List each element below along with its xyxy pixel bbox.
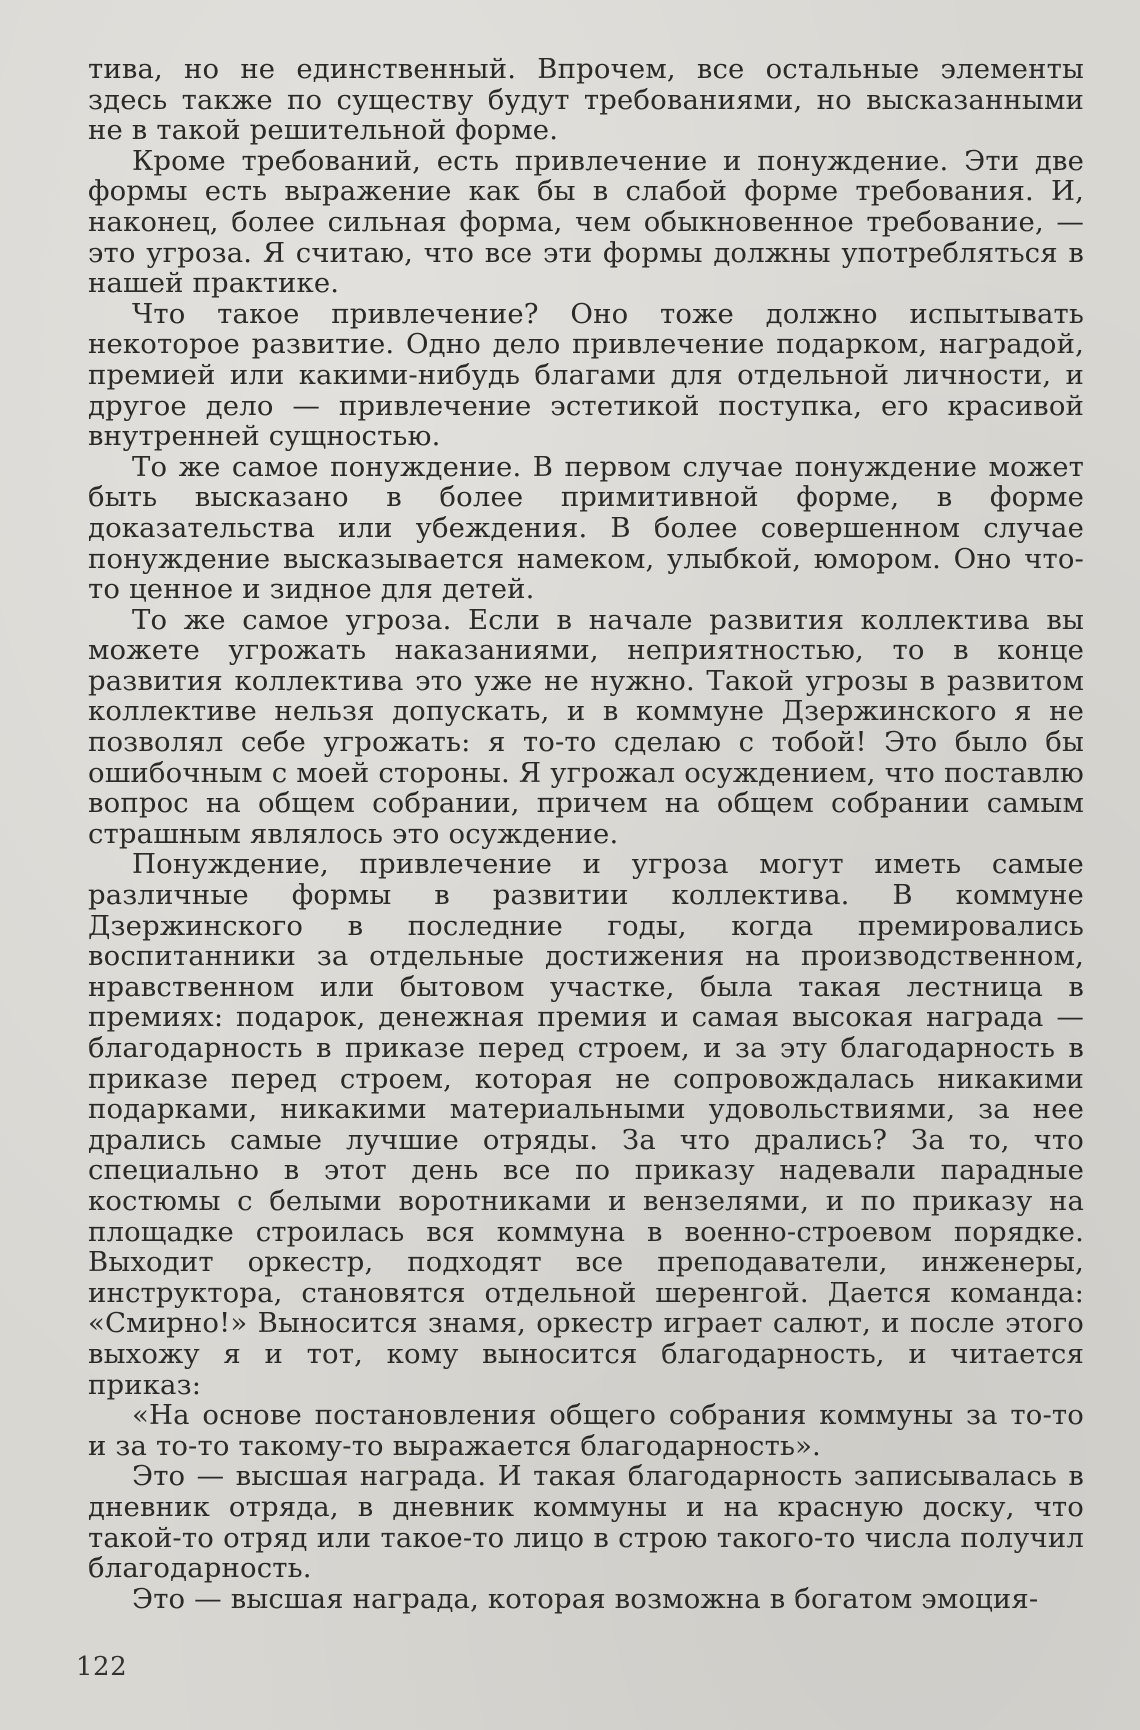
paragraph-highest-award: Это — высшая награда. И такая благодарность записывалась в дневник отряда, в дневник коммуны и на красную доску, что такой-то отряд или такое-то лицо в строю такого-то числа получил благодарность. <box>88 1460 1084 1585</box>
page-body-text <box>88 54 1084 1614</box>
paragraph-coercion: То же самое понуждение. В первом случае понуждение может быть высказано в более примитивной форме, в форме доказательства или убеждения. В более совершенном случае понуждение высказывается намеком, улыбкой, юмором. Оно что-то ценное и зидное для детей. <box>88 450 1084 606</box>
paragraph-attraction: Что такое привлечение? Оно тоже должно испытывать некоторое развитие. Одно дело привлечение подарком, наградой, премией или какими-нибудь благами для отдельной личности, и другое дело — привлечение эстетикой поступка, его красивой внутренней сущностью. <box>88 297 1084 453</box>
paragraph-emotional-award: Это — высшая награда, которая возможна в богатом эмоция- <box>132 1582 1039 1615</box>
paragraph-attraction-coercion: Кроме требований, есть привлечение и понуждение. Эти две формы есть выражение как бы в слабой форме требования. И, наконец, более сильная форма, чем обыкновенное требование, — это угроза. Я считаю, что все эти формы должны употребляться в нашей практике. <box>88 144 1084 300</box>
paragraph-order-quote: «На основе постановления общего собрания коммуны за то-то и за то-то такому-то выражается благодарность». <box>88 1399 1084 1462</box>
paragraph-threat: То же самое угроза. Если в начале развития коллектива вы можете угрожать наказаниями, неприятностью, то в конце развития коллектива это уже не нужно. Такой угрозы в развитом коллективе нельзя допускать, и в коммуне Дзержинского я не позволял себе угрожать: я то-то сделаю с тобой! Это было бы ошибочным с моей стороны. Я угрожал осуждением, что поставлю вопрос на общем собрании, причем на общем собрании самым страшным являлось это осуждение. <box>88 603 1084 850</box>
paragraph-forms-in-commune: Понуждение, привлечение и угроза могут иметь самые различные формы в развитии коллектива. В коммуне Дзержинского в последние годы, когда премировались воспитанники за отдельные достижения на производственном, нравственном или бытовом участке, была такая лестница в премиях: подарок, денежная премия и самая высокая награда — благодарность в приказе перед строем, и за эту благодарность в приказе перед строем, которая не сопровождалась никакими подарками, никакими материальными удовольствиями, за нее дрались самые лучшие отряды. За что дрались? За то, что специально в этот день все по приказу надевали парадные костюмы с белыми воротниками и вензелями, и по приказу на площадке строилась вся коммуна в военно-строевом порядке. Выходит оркестр, подходят все преподаватели, инженеры, инструктора, становятся отдельной шеренгой. Дается команда: «Смирно!» Выносится знамя, оркестр играет салют, и после этого выхожу я и тот, кому выносится благодарность, и читается приказ: <box>88 848 1084 1401</box>
paragraph-continuation: тива, но не единственный. Впрочем, все остальные элементы здесь также по существу будут требованиями, но высказанными не в такой решительной форме. <box>88 53 1084 147</box>
page-number: 122 <box>76 1652 128 1682</box>
